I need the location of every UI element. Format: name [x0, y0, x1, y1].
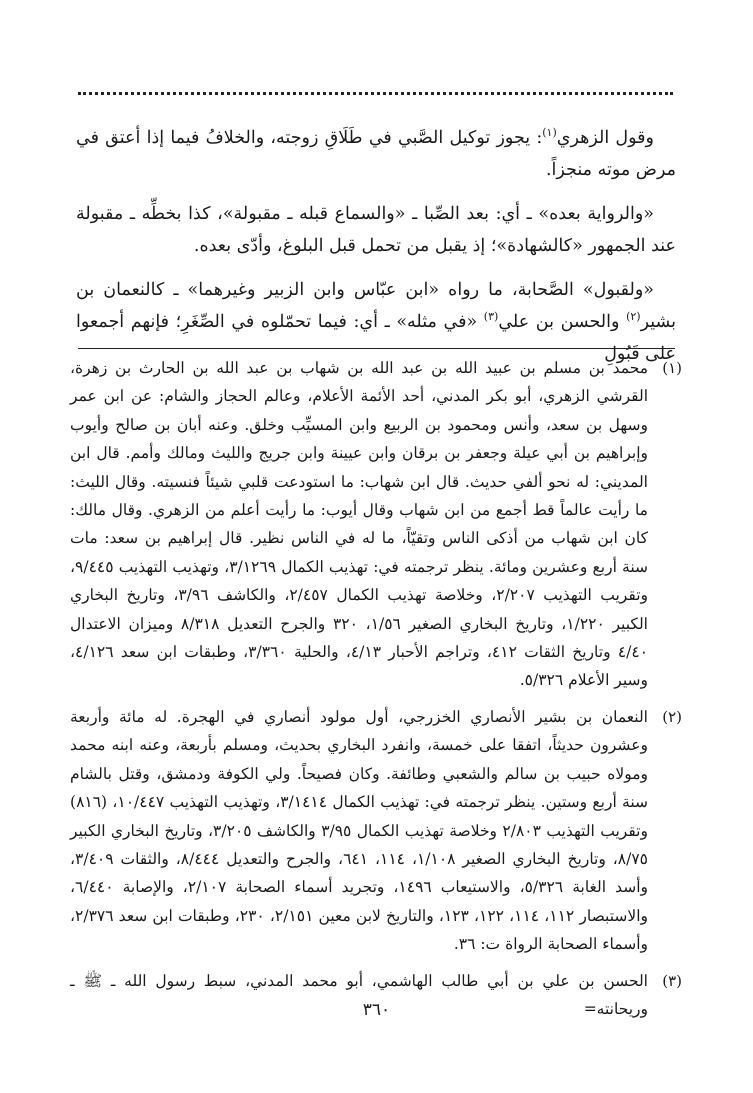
footnote-number: (٣)	[662, 971, 682, 990]
footnotes	[70, 354, 682, 1031]
main-paragraph-1: وقول الزهري$^{(١)}$: يجوز توكيل الصَّبي في طَلَاقِ زوجته، والخلافُ فيما إذا أعتق في مرض موته منجزاً.	[76, 126, 676, 180]
footnote-number: (١)	[662, 359, 682, 377]
footnote-1	[70, 354, 682, 695]
footnote-ref-2[interactable]: (٢)	[626, 310, 641, 324]
header-dotted-rule	[78, 92, 673, 95]
footnote-number: (٢)	[662, 707, 682, 726]
main-text	[76, 122, 676, 370]
footnote-ref-3[interactable]: (٣)	[483, 310, 499, 324]
footnote-text: الحسن بن علي بن أبي طالب الهاشمي، أبو محمد المدني، سبط رسول الله ـ ﷺ ـ وريحانته=	[70, 971, 648, 1018]
footnote-ref-1[interactable]: (١)	[542, 126, 557, 140]
main-paragraph-3: «ولقبول» الصَّحابة، ما رواه «ابن عبّاس وابن الزبير وغيرهما» ـ كالنعمان بن بشير$^{(٢)}$ والحسن بن علي$^{(٣)}$ «في مثله» ـ أي: فيما تحمّلوه في الصِّغَرِ؛ فإنهم أجمعوا على قَبُولِ	[76, 280, 677, 364]
footnote-separator	[78, 348, 675, 349]
page-number: ٣٦٠	[362, 1000, 391, 1020]
footnote-text: النعمان بن بشير الأنصاري الخزرجي، أول مولود أنصاري في الهجرة. له مائة وأربعة وعشرون حديثاً، اتفقا على خمسة، وانفرد البخاري بحديث، ومسلم بأربعة، وعنه ابنه محمد ومولاه حبيب بن سالم والشعبي وطائفة. وكان فصيحاً. ولي الكوفة ودمشق، وقتل بالشام سنة أربع وستين. ينظر ترجمته في: تهذيب الكمال ٣/١٤١٤، وتهذيب التهذيب ١٠/٤٤٧، (٨١٦) وتقريب التهذيب ٢/٨٠٣ وخلاصة تهذيب الكمال ٣/٩٥ والكاشف ٣/٢٠٥، وتاريخ البخاري الكبير ٨/٧٥، وتاريخ البخاري الصغير ١/١٠٨، ١١٤، ٦٤١، والجرح والتعديل ٨/٤٤٤، والثقات ٣/٤٠٩، وأسد الغابة ٥/٣٢٦، والاستيعاب ١٤٩٦، وتجريد أسماء الصحابة ٢/١٠٧، والإصابة ٦/٤٤٠، والاستبصار ١١٢، ١١٤، ١٢٢، ١٢٣، والتاريخ لابن معين ٢/١٥١، ٢٣٠، وطبقات ابن سعد ٢/٣٧٦، وأسماء الصحابة الرواة ت: ٣٦.	[70, 707, 649, 954]
main-paragraph-2: «والرواية بعده» ـ أي: بعد الصِّبا ـ «والسماع قبله ـ مقبولة»، كذا بخطِّه ـ مقبولة عند الجمهور «كالشهادة»؛ إذ يقبل من تحمل قبل البلوغ، وأدّى بعده.	[76, 204, 676, 256]
footnote-text: محمد بن مسلم بن عبيد الله بن عبد الله بن شهاب بن عبد الله بن الحارث بن زهرة، القرشي الزهري، أبو بكر المدني، أحد الأئمة الأعلام، وعالم الحجاز والشام: عن ابن عمر وسهل بن سعد، وأنس ومحمود بن الربيع وابن المسيِّب وخلق. وعنه أبان بن صالح وأيوب وإبراهيم بن أبي عيلة وجعفر بن برقان وابن عيينة وابن جريج والليث ومالك وأمم. قال ابن المديني: له نحو ألفي حديث. قال ابن شهاب: ما استودعت قلبي شيئاً فنسيته. وقال الليث: ما رأيت عالماً قط أجمع من ابن شهاب وقال أيوب: ما رأيت أعلم من الزهري. وقال مالك: كان ابن شهاب من أذكى الناس وتقيّاً، ما له في الناس نظير. قال إبراهيم بن سعد: مات سنة أربع وعشرين ومائة. ينظر ترجمته في: تهذيب الكمال ٣/١٢٦٩، وتهذيب التهذيب ٩/٤٤٥، وتقريب التهذيب ٢/٢٠٧، وخلاصة تهذيب الكمال ٢/٤٥٧، والكاشف ٣/٩٦، وتاريخ البخاري الكبير ١/٢٢٠، وتاريخ البخاري الصغير ١/٥٦، ٣٢٠ والجرح التعديل ٨/٣١٨ وميزان الاعتدال ٤/٤٠ وتاريخ الثقات ٤١٢، وتراجم الأحبار ٤/١٣، والحلية ٣/٣٦٠، وطبقات ابن سعد ٤/١٢٦، وسير الأعلام ٥/٣٢٦.	[70, 359, 649, 690]
footnote-2	[70, 703, 682, 959]
